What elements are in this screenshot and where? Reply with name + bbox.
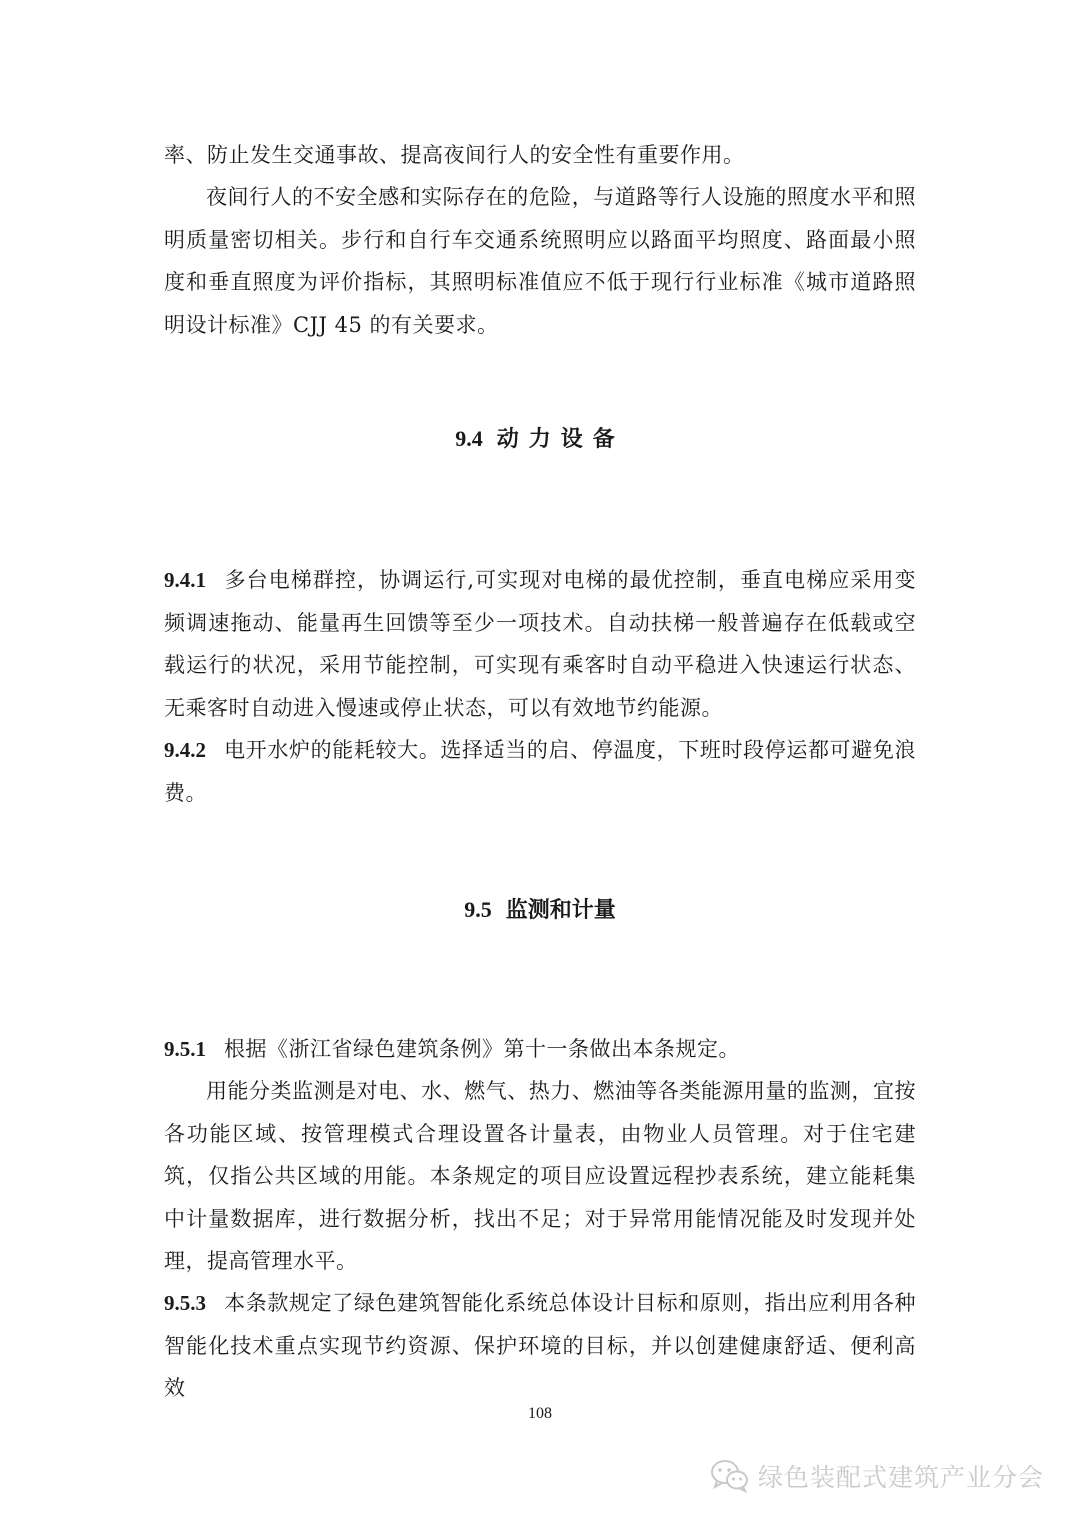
watermark-text: 绿色装配式建筑产业分会 (757, 1463, 1044, 1492)
clause-text: 电开水炉的能耗较大。选择适当的启、停温度，下班时段停运都可避免浪费。 (164, 738, 916, 805)
watermark (710, 1458, 1044, 1494)
section-number: 9.4 (455, 426, 483, 451)
clause-text: 多台电梯群控，协调运行,可实现对电梯的最优控制，垂直电梯应采用变频调速拖动、能量再生回馈等至少一项技术。自动扶梯一般普遍存在低载或空载运行的状况，采用节能控制，可实现有乘客时自动平稳进入快速运行状态、无乘客时自动进入慢速或停止状态，可以有效地节约能源。 (164, 568, 916, 720)
section-number: 9.5 (464, 897, 492, 922)
clause-9-5-3 (164, 1282, 916, 1410)
clause-number: 9.5.1 (164, 1037, 206, 1061)
clause-number: 9.4.1 (164, 568, 206, 592)
clause-text: 根据《浙江省绿色建筑条例》第十一条做出本条规定。 (224, 1037, 740, 1061)
section-title: 监测和计量 (505, 897, 616, 923)
section-heading-9-4 (0, 422, 1080, 453)
page-number: 108 (528, 1405, 552, 1422)
clause-number: 9.4.2 (164, 738, 206, 762)
wechat-icon (710, 1459, 750, 1493)
paragraph-continuation: 率、防止发生交通事故、提高夜间行人的安全性有重要作用。 (164, 143, 745, 167)
clause-9-5-1 (164, 1028, 916, 1071)
section-title: 动力设备 (496, 426, 625, 452)
section-heading-9-5 (0, 893, 1080, 924)
paragraph-energy-monitoring: 用能分类监测是对电、水、燃气、热力、燃油等各类能源用量的监测，宜按各功能区域、按管理模式合理设置各计量表，由物业人员管理。对于住宅建筑，仅指公共区域的用能。本条规定的项目应设置远程抄表系统，建立能耗集中计量数据库，进行数据分析，找出不足；对于异常用能情况能及时发现并处理，提高管理水平。 (164, 1079, 916, 1273)
clause-number: 9.5.3 (164, 1291, 206, 1315)
clause-9-4-1 (164, 559, 916, 729)
clause-9-4-2 (164, 729, 916, 814)
paragraph-lighting: 夜间行人的不安全感和实际存在的危险，与道路等行人设施的照度水平和照明质量密切相关。步行和自行车交通系统照明应以路面平均照度、路面最小照度和垂直照度为评价指标，其照明标准值应不低于现行行业标准《城市道路照明设计标准》CJJ 45 的有关要求。 (164, 185, 916, 337)
clause-text: 本条款规定了绿色建筑智能化系统总体设计目标和原则，指出应利用各种智能化技术重点实现节约资源、保护环境的目标，并以创建健康舒适、便利高效 (164, 1291, 916, 1400)
